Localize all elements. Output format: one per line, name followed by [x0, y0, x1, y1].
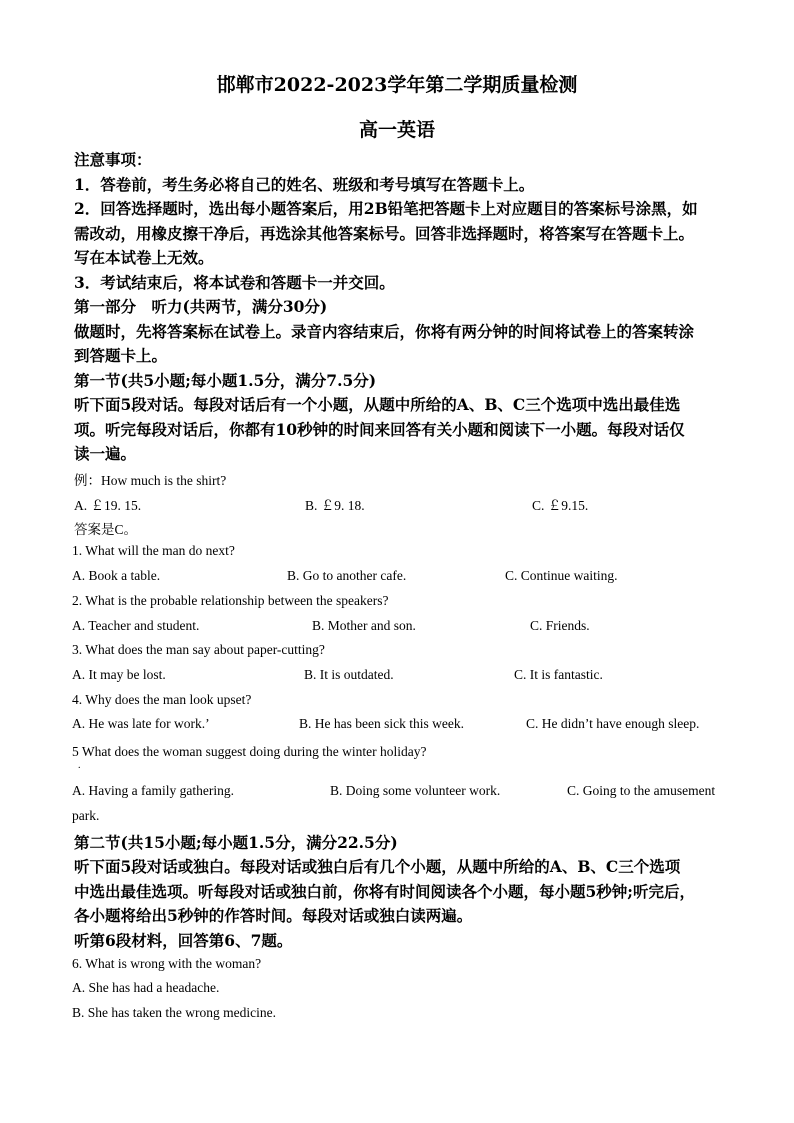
question-6: 6. What is wrong with the woman? [72, 956, 262, 971]
section2-intro-line-2: 中选出最佳选项。听每段对话或独白前，你将有时间阅读各个小题，每小题5秒钟;听完后， [74, 882, 696, 901]
question-5-option-c: C. Going to the amusement [567, 783, 716, 798]
question-2-option-c: C. Friends. [530, 618, 590, 633]
material-6-heading: 听第6段材料，回答第6、7题。 [74, 931, 293, 950]
note-item-2-line-2: 需改动，用橡皮擦干净后，再选涂其他答案标号。回答非选择题时，将答案写在答题卡上。 [74, 224, 695, 243]
example-option-a: A. ￡19. 15. [74, 498, 142, 513]
note-item-2-line-1: 2．回答选择题时，选出每小题答案后，用2B铅笔把答题卡上对应题目的答案标号涂黑，如 [74, 199, 698, 218]
question-4-option-a: A. He was late for work.’ [72, 716, 210, 731]
question-2-option-a: A. Teacher and student. [72, 618, 200, 633]
question-1-option-b: B. Go to another cafe. [287, 568, 407, 583]
section1-intro-line-1: 听下面5段对话。每段对话后有一个小题，从题中所给的A、B、C三个选项中选出最佳选 [74, 395, 681, 414]
section1-intro-line-2: 项。听完每段对话后，你都有10秒钟的时间来回答有关小题和阅读下一小题。每段对话仅 [74, 420, 685, 439]
section1-heading: 第一节(共5小题;每小题1.5分，满分7.5分) [74, 371, 377, 390]
example-option-c: C. ￡9.15. [532, 498, 589, 513]
note-item-2-line-3: 写在本试卷上无效。 [74, 248, 214, 267]
question-4: 4. Why does the man look upset? [72, 692, 252, 707]
note-item-1: 1．答卷前，考生务必将自己的姓名、班级和考号填写在答题卡上。 [74, 175, 535, 194]
question-1: 1. What will the man do next? [72, 543, 235, 558]
question-5-option-c-cont: park. [72, 808, 100, 823]
question-1-option-c: C. Continue waiting. [505, 568, 618, 583]
question-5-option-b: B. Doing some volunteer work. [330, 783, 501, 798]
note-item-3: 3．考试结束后，将本试卷和答题卡一并交回。 [74, 273, 395, 292]
question-4-option-b: B. He has been sick this week. [299, 716, 464, 731]
notes-heading: 注意事项： [74, 150, 152, 169]
question-4-option-c: C. He didn’t have enough sleep. [526, 716, 700, 731]
section1-intro-line-3: 读一遍。 [74, 444, 137, 463]
section2-intro-line-3: 各小题将给出5秒钟的作答时间。每段对话或独白读两遍。 [74, 906, 473, 925]
question-1-option-a: A. Book a table. [72, 568, 161, 583]
question-3: 3. What does the man say about paper-cutting? [72, 642, 325, 657]
page-title: 邯郸市2022-2023学年第二学期质量检测 [216, 74, 578, 96]
part1-intro-line-2: 到答题卡上。 [74, 346, 168, 365]
question-5-option-a: A. Having a family gathering. [72, 783, 234, 798]
question-3-option-c: C. It is fantastic. [514, 667, 603, 682]
example-question: 例：How much is the shirt? [74, 473, 227, 488]
part1-intro-line-1: 做题时，先将答案标在试卷上。录音内容结束后，你将有两分钟的时间将试卷上的答案转涂 [74, 322, 695, 341]
question-2: 2. What is the probable relationship between the speakers? [72, 593, 389, 608]
question-6-option-b: B. She has taken the wrong medicine. [72, 1005, 276, 1020]
question-3-option-a: A. It may be lost. [72, 667, 166, 682]
section2-heading: 第二节(共15小题;每小题1.5分，满分22.5分) [74, 833, 398, 852]
question-2-option-b: B. Mother and son. [312, 618, 416, 633]
page-subtitle: 高一英语 [358, 119, 435, 141]
part1-heading: 第一部分 听力(共两节，满分30分) [74, 297, 328, 316]
example-answer: 答案是C。 [74, 522, 138, 537]
section2-intro-line-1: 听下面5段对话或独白。每段对话或独白后有几个小题，从题中所给的A、B、C三个选项 [74, 857, 681, 876]
question-5-dot: . [78, 760, 81, 771]
example-option-b: B. ￡9. 18. [305, 498, 365, 513]
question-5: 5 What does the woman suggest doing during the winter holiday? [72, 744, 427, 759]
question-6-option-a: A. She has had a headache. [72, 980, 220, 995]
question-3-option-b: B. It is outdated. [304, 667, 394, 682]
